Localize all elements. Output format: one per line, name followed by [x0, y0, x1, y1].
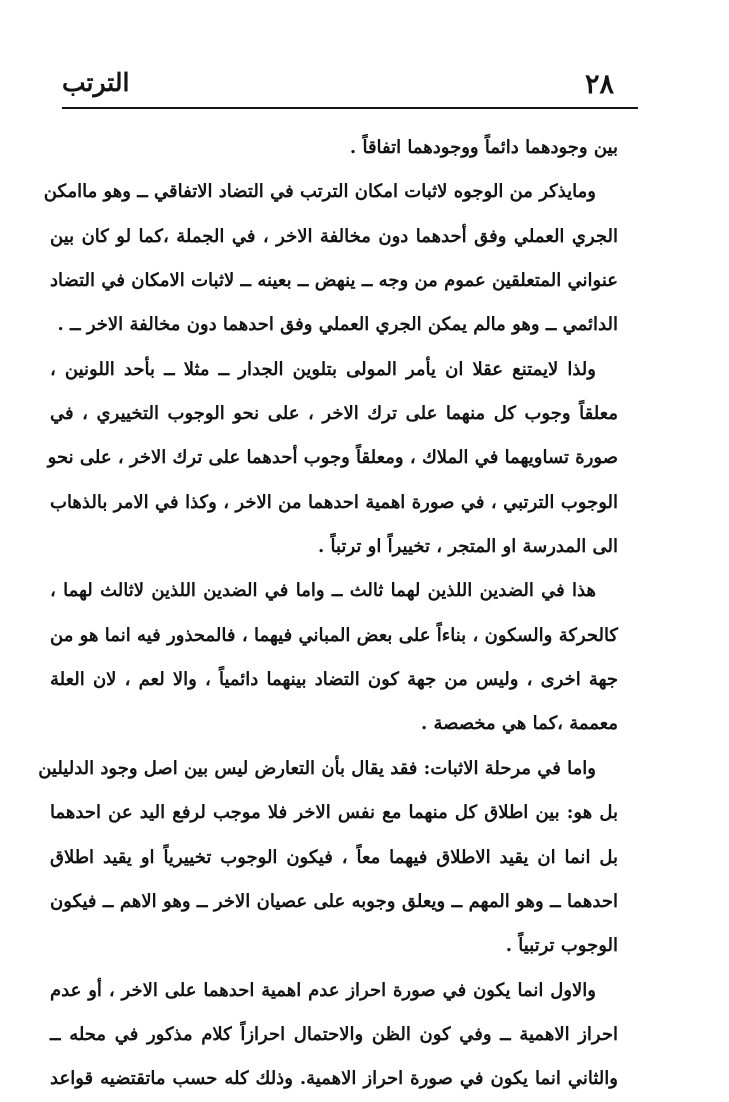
text-line: الدائمي ــ وهو مالم يمكن الجري العملي وفق احدهما دون مخالفة الاخر ــ . [57, 314, 618, 336]
page-number: ٢٨ [584, 69, 614, 100]
text-line: هذا في الضدين اللذين لهما ثالث ــ واما في الضدين اللذين لاثالث لهما ، [50, 580, 596, 602]
text-line: ومايذكر من الوجوه لاثبات امكان الترتب في التضاد الاتفاقي ــ وهو ماامكن [43, 181, 596, 203]
paragraph [50, 969, 618, 1102]
paragraph [47, 348, 618, 570]
text-line: الجري العملي وفق أحدهما دون مخالفة الاخر ، في الجملة ،كما لو كان بين [50, 225, 618, 247]
paragraph [43, 170, 618, 347]
text-line: بل انما ان يقيد الاطلاق فيهما معاً ، فيكون الوجوب تخييرياً او يقيد اطلاق [50, 846, 618, 868]
text-line: ولذا لايمتنع عقلا ان يأمر المولى بتلوين الجدار ــ مثلا ــ بأحد اللونين ، [50, 358, 596, 380]
text-line: بل هو: بين اطلاق كل منهما مع نفس الاخر فلا موجب لرفع اليد عن احدهما [50, 802, 618, 824]
text-line: الى المدرسة او المتجر ، تخييراً او ترتباً . [317, 536, 618, 558]
paragraph [50, 126, 618, 170]
paragraph [50, 569, 618, 746]
text-line: عنواني المتعلقين عموم من وجه ــ ينهض ــ بعينه ــ لاثبات الامكان في التضاد [50, 270, 618, 292]
text-line: واما في مرحلة الاثبات: فقد يقال بأن التعارض ليس بين اصل وجود الدليلين [38, 757, 596, 779]
text-line: معلقاً وجوب كل منهما على ترك الاخر ، على نحو الوجوب التخييري ، في [50, 403, 618, 425]
text-line: معممة ،كما هي مخصصة . [420, 713, 618, 735]
text-line: احراز الاهمية ــ وفي كون الظن والاحتمال احرازاً كلام مذكور في محله ــ [50, 1023, 618, 1045]
text-line: والثاني انما يكون في صورة احراز الاهمية. وذلك كله حسب ماتقتضيه قواعد [50, 1068, 618, 1090]
text-line: الوجوب الترتبي ، في صورة اهمية احدهما من الاخر ، وكذا في الامر بالذهاب [50, 491, 618, 513]
body-text [38, 126, 618, 1090]
running-title: الترتب [62, 68, 130, 97]
text-line: صورة تساويهما في الملاك ، ومعلقاً وجوب أحدهما على ترك الاخر ، على نحو [47, 447, 618, 469]
text-line: جهة اخرى ، وليس من جهة كون التضاد بينهما دائمياً ، والا لعم ، لان العلة [50, 669, 618, 691]
text-line: كالحركة والسكون ، بناءاً على بعض المباني فيهما ، فالمحذور فيه انما هو من [50, 624, 618, 646]
header-rule [62, 107, 638, 109]
text-line: احدهما ــ وهو المهم ــ ويعلق وجوبه على عصيان الاخر ــ وهو الاهم ــ فيكون [50, 890, 618, 912]
text-line: والاول انما يكون في صورة احراز عدم اهمية احدهما على الاخر ، أو عدم [50, 979, 596, 1001]
paragraph [38, 747, 618, 969]
text-line: الوجوب ترتبياً . [505, 935, 618, 957]
running-head [62, 66, 614, 110]
text-line: بين وجودهما دائماً ووجودهما اتفاقاً . [349, 137, 618, 158]
